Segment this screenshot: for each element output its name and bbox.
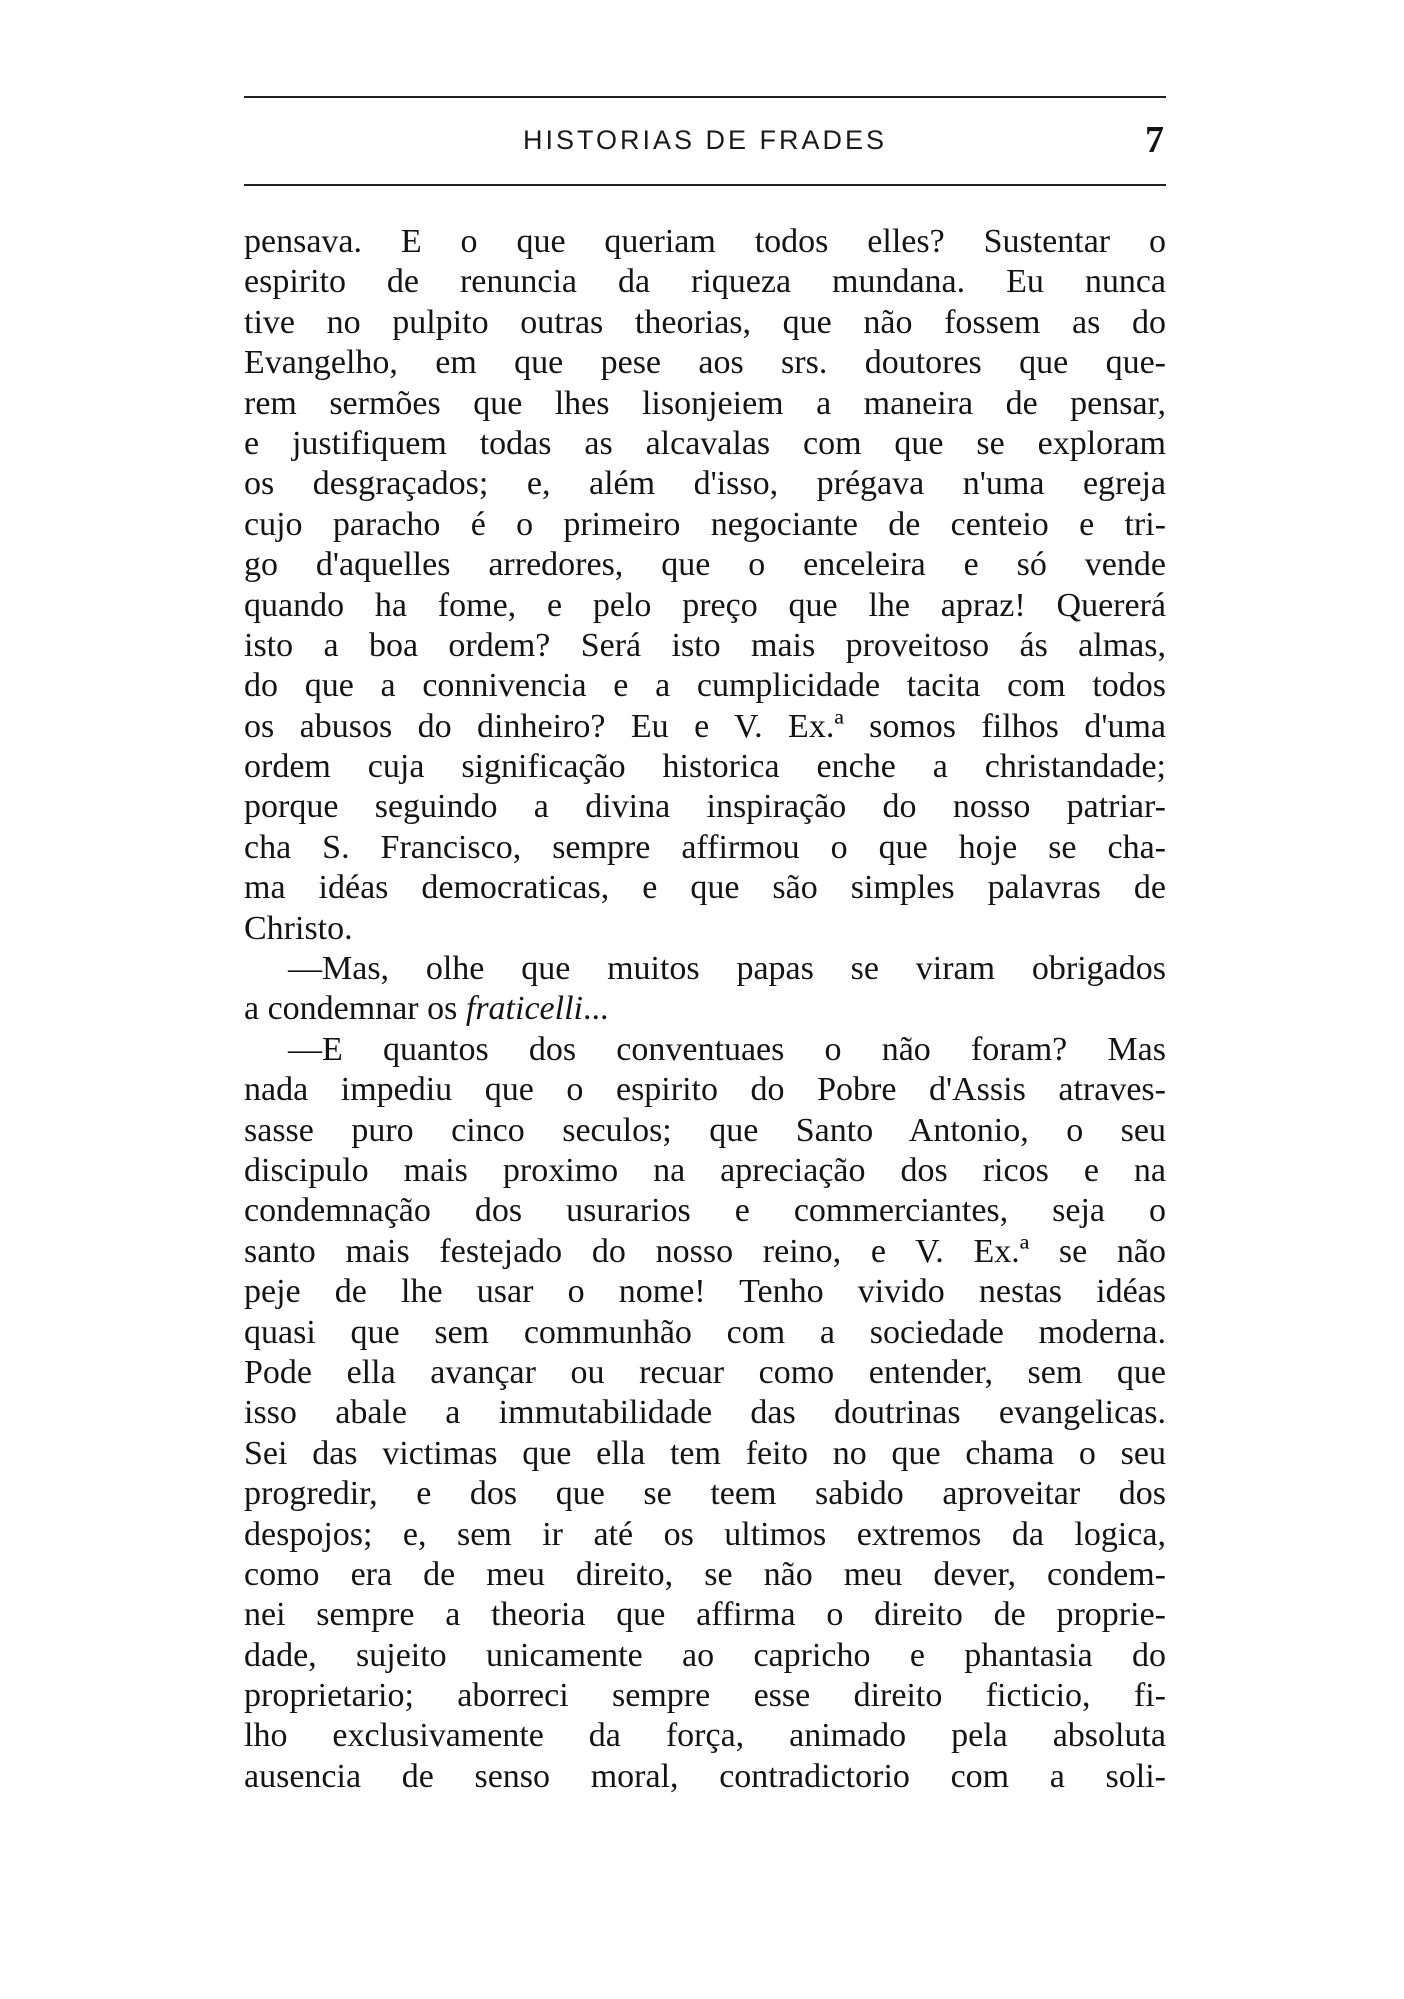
text-line: despojos; e, sem ir até os ultimos extremos da logica,: [244, 1515, 1166, 1553]
text-line: Christo.: [244, 909, 353, 947]
page-number: 7: [1145, 119, 1164, 161]
text-line: go d'aquelles arredores, que o enceleira e só vende: [244, 546, 1166, 584]
text-line: condemnação dos usurarios e commerciantes, seja o: [244, 1192, 1166, 1230]
text-line: cujo paracho é o primeiro negociante de centeio e tri-: [244, 505, 1166, 543]
text-line: como era de meu direito, se não meu dever, condem-: [244, 1555, 1166, 1593]
text-line: Evangelho, em que pese aos srs. doutores que que-: [244, 344, 1166, 382]
text-line: os desgraçados; e, além d'isso, prégava n'uma egreja: [244, 465, 1166, 503]
text-line: porque seguindo a divina inspiração do nosso patriar-: [244, 788, 1166, 826]
text-line: cha S. Francisco, sempre affirmou o que hoje se cha-: [244, 828, 1166, 866]
text-line: santo mais festejado do nosso reino, e V. Ex.ª se não: [244, 1232, 1166, 1270]
text-line: isso abale a immutabilidade das doutrinas evangelicas.: [244, 1394, 1166, 1432]
text-line: nada impediu que o espirito do Pobre d'Assis atraves-: [244, 1071, 1166, 1109]
text-line: lho exclusivamente da força, animado pela absoluta: [244, 1717, 1166, 1755]
text-line: isto a boa ordem? Será isto mais proveitoso ás almas,: [244, 626, 1166, 664]
text-line: proprietario; aborreci sempre esse direito ficticio, fi-: [244, 1677, 1166, 1715]
text-line: do que a connivencia e a cumplicidade tacita com todos: [244, 667, 1166, 705]
text-line: quasi que sem communhão com a sociedade moderna.: [244, 1313, 1166, 1351]
text-line: ordem cuja significação historica enche a christandade;: [244, 748, 1166, 786]
text-line: e justifiquem todas as alcavalas com que se exploram: [244, 424, 1166, 462]
header-top-rule: [244, 96, 1166, 98]
text-line: Pode ella avançar ou recuar como entender, sem que: [244, 1353, 1166, 1391]
text-line: Sei das victimas que ella tem feito no que chama o seu: [244, 1434, 1166, 1472]
text-line: nei sempre a theoria que affirma o direito de proprie-: [244, 1596, 1166, 1634]
text-line: a condemnar os fraticelli...: [244, 990, 609, 1028]
text-line: progredir, e dos que se teem sabido aproveitar dos: [244, 1475, 1166, 1513]
text-line: quando ha fome, e pelo preço que lhe apraz! Quererá: [244, 586, 1166, 624]
text-line: dade, sujeito unicamente ao capricho e phantasia do: [244, 1636, 1166, 1674]
text-line: espirito de renuncia da riqueza mundana. Eu nunca: [244, 263, 1166, 301]
text-line: ausencia de senso moral, contradictorio com a soli-: [244, 1757, 1166, 1795]
text-line: os abusos do dinheiro? Eu e V. Ex.ª somos filhos d'uma: [244, 707, 1166, 745]
text-line: discipulo mais proximo na apreciação dos ricos e na: [244, 1151, 1166, 1189]
text-line: pensava. E o que queriam todos elles? Sustentar o: [244, 223, 1166, 260]
text-line: peje de lhe usar o nome! Tenho vivido nestas idéas: [244, 1273, 1166, 1311]
body-text: [244, 222, 1166, 1797]
text-line: sasse puro cinco seculos; que Santo Antonio, o seu: [244, 1111, 1166, 1149]
text-line: —E quantos dos conventuaes o não foram? Mas: [288, 1030, 1166, 1068]
text-line: —Mas, olhe que muitos papas se viram obrigados: [288, 950, 1166, 988]
running-head: [244, 118, 1166, 162]
text-line: rem sermões que lhes lisonjeiem a maneira de pensar,: [244, 384, 1166, 422]
text-line: tive no pulpito outras theorias, que não fossem as do: [244, 303, 1166, 341]
header-bottom-rule: [244, 184, 1166, 186]
text-line: ma idéas democraticas, e que são simples palavras de: [244, 869, 1166, 907]
running-title: HISTORIAS DE FRADES: [522, 125, 888, 155]
